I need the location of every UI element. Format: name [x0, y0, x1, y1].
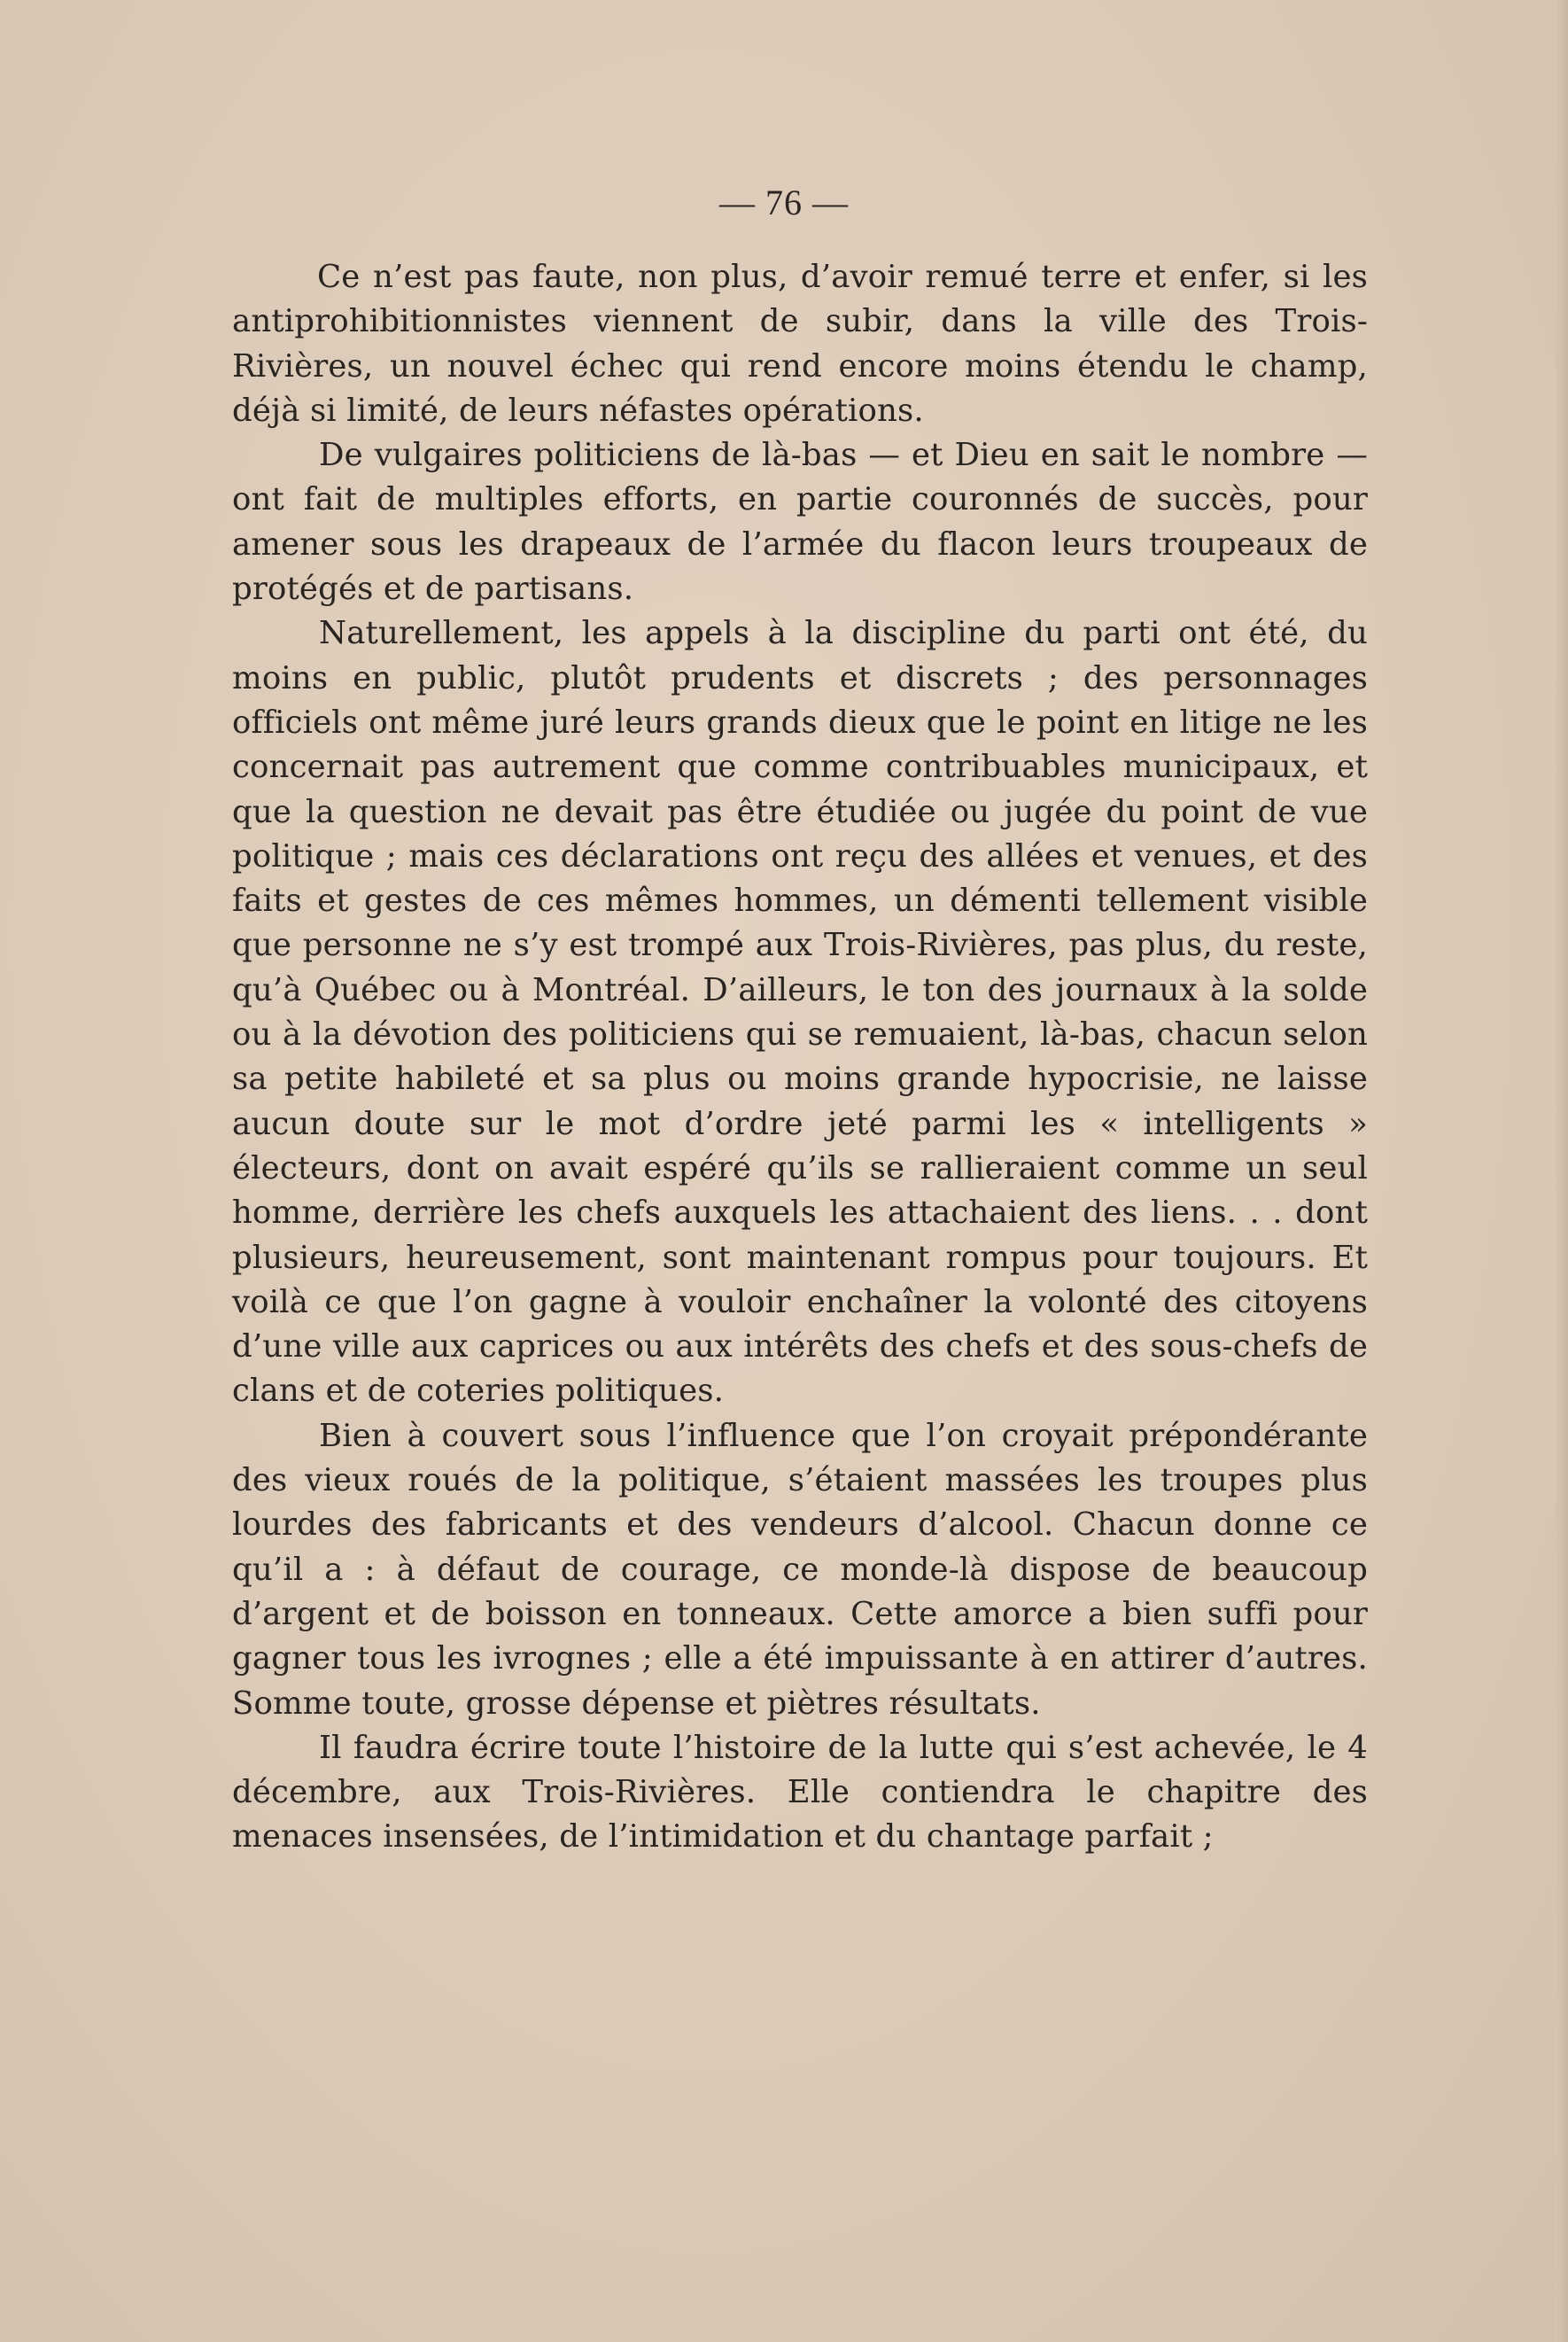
page-edge	[1556, 0, 1568, 2342]
page-number: — 76 —	[719, 183, 849, 222]
paragraph-5: Il faudra écrire toute l’histoire de la lutte qui s’est achevée, le 4 décembre, aux Trois-Rivières. Elle contiendra le chapitre des menaces insensées, de l’intimidation et du chantage parfait ;	[232, 1729, 1368, 1856]
paragraph-2: De vulgaires politiciens de là-bas — et Dieu en sait le nombre — ont fait de multiples efforts, en partie couronnés de succès, pour amener sous les drapeaux de l’armée du flacon leurs troupeaux de protégés et de partisans.	[232, 437, 1368, 608]
paragraph-4: Bien à couvert sous l’influence que l’on croyait prépondérante des vieux roués de la politique, s’étaient massées les troupes plus lourdes des fabricants et des vendeurs d’alcool. Chacun donne ce qu’il a : à défaut de courage, ce monde-là dispose de beaucoup d’argent et de boisson en tonneaux. Cette amorce a bien suffi pour gagner tous les ivrognes ; elle a été impuissante à en attirer d’autres. Somme toute, grosse dépense et piètres résultats.	[232, 1417, 1368, 1722]
paragraph-1: Ce n’est pas faute, non plus, d’avoir remué terre et enfer, si les antiprohibitionnistes viennent de subir, dans la ville des Trois-Rivières, un nouvel échec qui rend encore moins étendu le champ, déjà si limité, de leurs néfastes opérations.	[232, 259, 1368, 429]
body-text	[232, 255, 1368, 1860]
paragraph-3: Naturellement, les appels à la discipline du parti ont été, du moins en public, plutôt prudents et discrets ; des personnages officiels ont même juré leurs grands dieux que le point en litige ne les concernait pas autrement que comme contribuables municipaux, et que la question ne devait pas être étudiée ou jugée du point de vue politique ; mais ces déclarations ont reçu des allées et venues, et des faits et gestes de ces mêmes hommes, un démenti tellement visible que personne ne s’y est trompé aux Trois-Rivières, pas plus, du reste, qu’à Québec ou à Montréal. D’ailleurs, le ton des journaux à la solde ou à la dévotion des politiciens qui se remuaient, là-bas, chacun selon sa petite habileté et sa plus ou moins grande hypocrisie, ne laisse aucun doute sur le mot d’ordre jeté parmi les « intelligents » électeurs, dont on avait espéré qu’ils se rallieraient comme un seul homme, derrière les chefs auxquels les attachaient des liens. . . dont plusieurs, heureusement, sont maintenant rompus pour toujours. Et voilà ce que l’on gagne à vouloir enchaîner la volonté des citoyens d’une ville aux caprices ou aux intérêts des chefs et des sous-chefs de clans et de coteries politiques.	[232, 615, 1368, 1410]
